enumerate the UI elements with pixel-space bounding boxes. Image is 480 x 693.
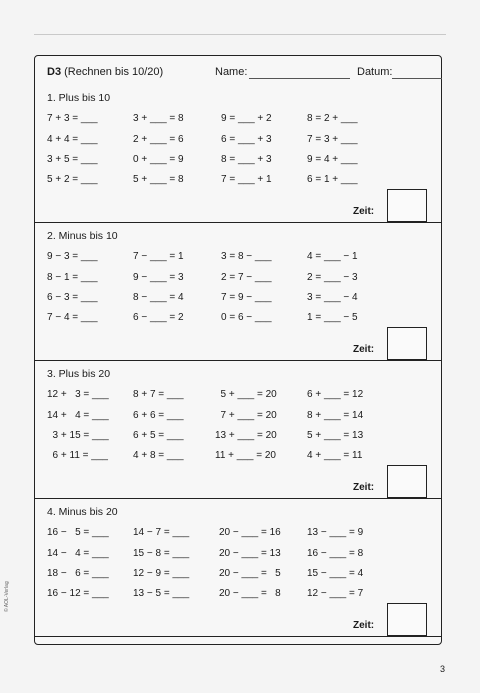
section-title: 3. Plus bis 20 [47,368,111,380]
copyright-notice: © AOL-Verlag [4,581,10,612]
exercise[interactable]: 2 = ___ − 3 [307,272,358,283]
exercise[interactable]: 12 − 9 = ___ [133,568,190,579]
worksheet-subtitle: (Rechnen bis 10/20) [64,66,164,78]
exercise[interactable]: 4 + 8 = ___ [133,450,184,461]
exercise[interactable]: 6 + 5 = ___ [133,430,184,441]
exercise[interactable]: 14 + 4 = ___ [47,410,109,421]
exercise-row [35,450,443,464]
exercise[interactable]: 9 − ___ = 3 [133,272,184,283]
exercise-row [35,272,443,286]
exercise[interactable]: 6 + 11 = ___ [47,450,108,461]
time-box[interactable] [387,327,427,360]
section-title: 4. Minus bis 20 [47,506,118,518]
section-title: 2. Minus bis 10 [47,230,118,242]
exercise[interactable]: 7 − 4 = ___ [47,312,98,323]
exercise-row [35,588,443,602]
exercise[interactable]: 5 + 2 = ___ [47,174,98,185]
exercise[interactable]: 4 + 4 = ___ [47,134,98,145]
section-minus-bis-20 [35,502,443,640]
exercise-row [35,312,443,326]
exercise-row [35,527,443,541]
exercise[interactable]: 6 = ___ + 3 [221,134,272,145]
exercise[interactable]: 15 − 8 = ___ [133,548,190,559]
name-label: Name: [215,66,248,78]
section-divider [35,360,441,361]
exercise[interactable]: 0 + ___ = 9 [133,154,184,165]
exercise[interactable]: 6 = 1 + ___ [307,174,358,185]
exercise[interactable]: 6 + 6 = ___ [133,410,184,421]
exercise[interactable]: 14 − 7 = ___ [133,527,190,538]
exercise[interactable]: 11 + ___ = 20 [215,450,276,461]
exercise[interactable]: 13 − ___ = 9 [307,527,364,538]
exercise[interactable]: 8 − ___ = 4 [133,292,184,303]
exercise[interactable]: 7 = 3 + ___ [307,134,358,145]
exercise[interactable]: 20 − ___ = 8 [219,588,281,599]
exercise[interactable]: 3 = ___ − 4 [307,292,358,303]
section-minus-bis-10 [35,226,443,364]
exercise[interactable]: 9 = 4 + ___ [307,154,358,165]
time-box[interactable] [387,603,427,636]
time-box[interactable] [387,189,427,222]
exercise[interactable]: 5 + ___ = 8 [133,174,184,185]
exercise[interactable]: 5 + ___ = 13 [307,430,364,441]
exercise-row [35,251,443,265]
exercise[interactable]: 20 − ___ = 5 [219,568,281,579]
exercise[interactable]: 16 − 5 = ___ [47,527,109,538]
date-field[interactable] [392,78,442,79]
exercise[interactable]: 16 − 12 = ___ [47,588,109,599]
worksheet-frame [34,55,442,645]
exercise[interactable]: 4 = ___ − 1 [307,251,358,262]
exercise[interactable]: 9 = ___ + 2 [221,113,272,124]
exercise[interactable]: 8 + 7 = ___ [133,389,184,400]
exercise-row [35,113,443,127]
worksheet-title [47,66,163,78]
exercise[interactable]: 4 + ___ = 11 [307,450,363,461]
exercise[interactable]: 14 − 4 = ___ [47,548,109,559]
exercise[interactable]: 15 − ___ = 4 [307,568,364,579]
exercise-row [35,292,443,306]
exercise-row [35,548,443,562]
exercise[interactable]: 3 = 8 − ___ [221,251,272,262]
exercise[interactable]: 8 + ___ = 14 [307,410,364,421]
exercise[interactable]: 2 = 7 − ___ [221,272,272,283]
exercise[interactable]: 7 = ___ + 1 [221,174,272,185]
time-label: Zeit: [353,482,375,493]
name-field[interactable] [249,78,350,79]
exercise[interactable]: 6 − 3 = ___ [47,292,98,303]
exercise[interactable]: 7 − ___ = 1 [133,251,184,262]
time-box[interactable] [387,465,427,498]
exercise[interactable]: 3 + 15 = ___ [47,430,109,441]
exercise[interactable]: 12 + 3 = ___ [47,389,109,400]
exercise-row [35,389,443,403]
exercise[interactable]: 1 = ___ − 5 [307,312,358,323]
exercise[interactable]: 18 − 6 = ___ [47,568,109,579]
exercise-row [35,154,443,168]
top-divider [34,34,446,35]
exercise[interactable]: 12 − ___ = 7 [307,588,364,599]
section-title: 1. Plus bis 10 [47,92,111,104]
exercise-row [35,430,443,444]
time-label: Zeit: [353,344,375,355]
exercise[interactable]: 20 − ___ = 16 [219,527,281,538]
worksheet-code: D3 [47,66,62,78]
section-divider [35,222,441,223]
exercise[interactable]: 0 = 6 − ___ [221,312,272,323]
exercise[interactable]: 8 = 2 + ___ [307,113,358,124]
exercise[interactable]: 8 = ___ + 3 [221,154,272,165]
exercise-row [35,410,443,424]
exercise[interactable]: 7 + ___ = 20 [215,410,277,421]
exercise-row [35,134,443,148]
exercise-row [35,568,443,582]
exercise[interactable]: 6 − ___ = 2 [133,312,184,323]
exercise[interactable]: 3 + 5 = ___ [47,154,98,165]
page-number: 3 [440,664,446,674]
section-divider [35,636,441,637]
time-label: Zeit: [353,206,375,217]
date-label: Datum: [357,66,393,78]
time-label: Zeit: [353,620,375,631]
worksheet-header [47,66,433,82]
exercise-row [35,174,443,188]
exercise[interactable]: 5 + ___ = 20 [215,389,277,400]
exercise[interactable]: 13 + ___ = 20 [215,430,277,441]
section-divider [35,498,441,499]
exercise[interactable]: 3 + ___ = 8 [133,113,184,124]
section-plus-bis-10 [35,88,443,226]
exercise[interactable]: 2 + ___ = 6 [133,134,184,145]
exercise[interactable]: 13 − 5 = ___ [133,588,190,599]
exercise[interactable]: 9 − 3 = ___ [47,251,98,262]
exercise[interactable]: 20 − ___ = 13 [219,548,281,559]
exercise[interactable]: 6 + ___ = 12 [307,389,364,400]
section-plus-bis-20 [35,364,443,502]
exercise[interactable]: 7 + 3 = ___ [47,113,98,124]
exercise[interactable]: 8 − 1 = ___ [47,272,98,283]
exercise[interactable]: 7 = 9 − ___ [221,292,272,303]
exercise[interactable]: 16 − ___ = 8 [307,548,364,559]
